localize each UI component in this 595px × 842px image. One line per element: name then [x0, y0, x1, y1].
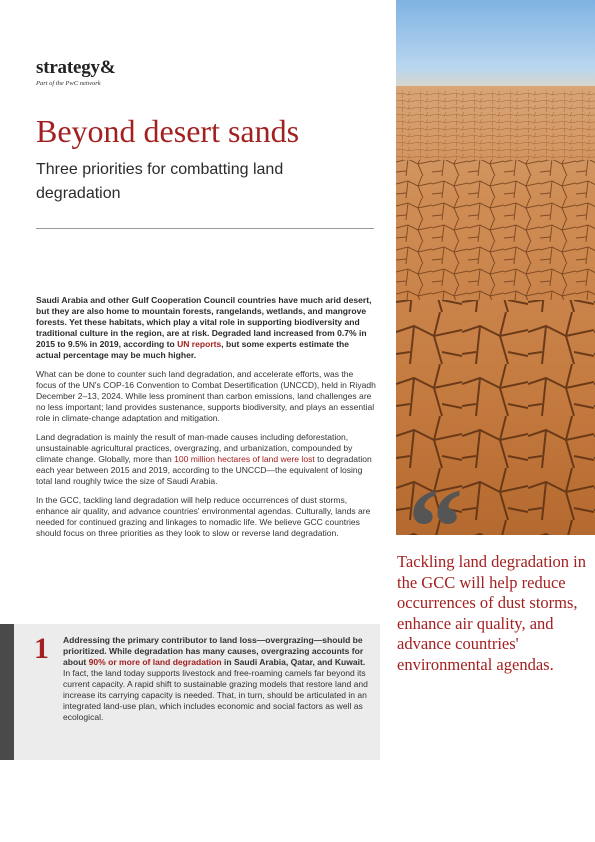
mid-cracks [396, 160, 595, 300]
page-subtitle: Three priorities for combatting land degradation [36, 161, 284, 202]
sky-area [396, 0, 595, 90]
un-reports-link[interactable]: UN reports [177, 339, 222, 349]
pull-quote: Tackling land degradation in the GCC will help reduce occurrences of dust storms, enhance air quality, and advance countries' environmental agendas. [397, 552, 586, 674]
priority-lead-end: in Saudi Arabia, Qatar, and Kuwait. [221, 657, 366, 667]
lead-text-end: , but some experts estimate the actual percentage may be much higher. [36, 339, 350, 360]
causes-text: Land degradation is mainly the result of man-made causes including deforestation, unsustainable agricultural practices, overgrazing, and urbanization, compounded by climate change. Globally, more than [36, 432, 353, 464]
overgrazing-link[interactable]: 90% or more of land degradation [88, 657, 222, 667]
priority-rest: In fact, the land today supports livestock and free-roaming camels far beyond its current capacity. A rapid shift to sustainable grazing models that restore land and increase its carrying capacity is needed. That, in turn, should be articulated in an integrated land-use plan, which includes economic and social factors as well as ecological. [63, 668, 368, 722]
priority-lead: Addressing the primary contributor to land loss—overgrazing—should be prioritized. While degradation has many causes, overgrazing accounts for about [63, 635, 364, 667]
priority-number: 1 [34, 632, 49, 665]
logo-wordmark: strategy& [36, 57, 116, 78]
quote-mark-icon: “ [408, 466, 463, 588]
paragraph-cop16: What can be done to counter such land degradation, and accelerate efforts, was the focus of the UN's COP-16 Convention to Combat Desertification (UNCCD), held in Riyadh December 2–13, 2024. While less prominent than carbon emissions, land challenges are no less important; land provides sustenance, supports biodiversity, and plays an essential role in climate-change adaptation and mitigation. [36, 369, 376, 423]
title-divider [36, 228, 374, 229]
priority-callout [0, 624, 380, 760]
paragraph-causes [36, 432, 376, 487]
logo-tagline: Part of the PwC network [36, 80, 101, 87]
cracked-earth-photo [396, 0, 595, 535]
article-body [36, 295, 376, 547]
logo [36, 58, 115, 87]
far-cracks [396, 90, 595, 160]
causes-text-end: to degradation each year between 2015 and 2019, according to the UNCCD—the equivalent of losing total land roughly twice the size of Saudi Arabia. [36, 454, 372, 486]
priority-text [63, 635, 371, 723]
callout-accent-bar [0, 624, 14, 760]
hectares-link[interactable]: 100 million hectares of land were lost [174, 454, 315, 464]
paragraph-gcc: In the GCC, tackling land degradation will help reduce occurrences of dust storms, enhance air quality, and advance countries' environmental agendas. Culturally, lands are needed for continued grazing and linkages to nomadic life. We believe GCC countries should focus on three priorities as they look to slow or reverse land degradation. [36, 495, 371, 538]
cracked-earth-illustration [396, 0, 595, 535]
lead-text: Saudi Arabia and other Gulf Cooperation Council countries have much arid desert, but they are also home to mountain forests, rangelands, wetlands, and mangrove forests. Yet these habitats, which play a vital role in supporting biodiversity and traditional culture in the region, are at risk. Degraded land increased from 0.7% in 2015 to 9.5% in 2019, according to [36, 295, 372, 349]
page-title: Beyond desert sands [36, 113, 300, 149]
lead-paragraph [36, 295, 376, 361]
